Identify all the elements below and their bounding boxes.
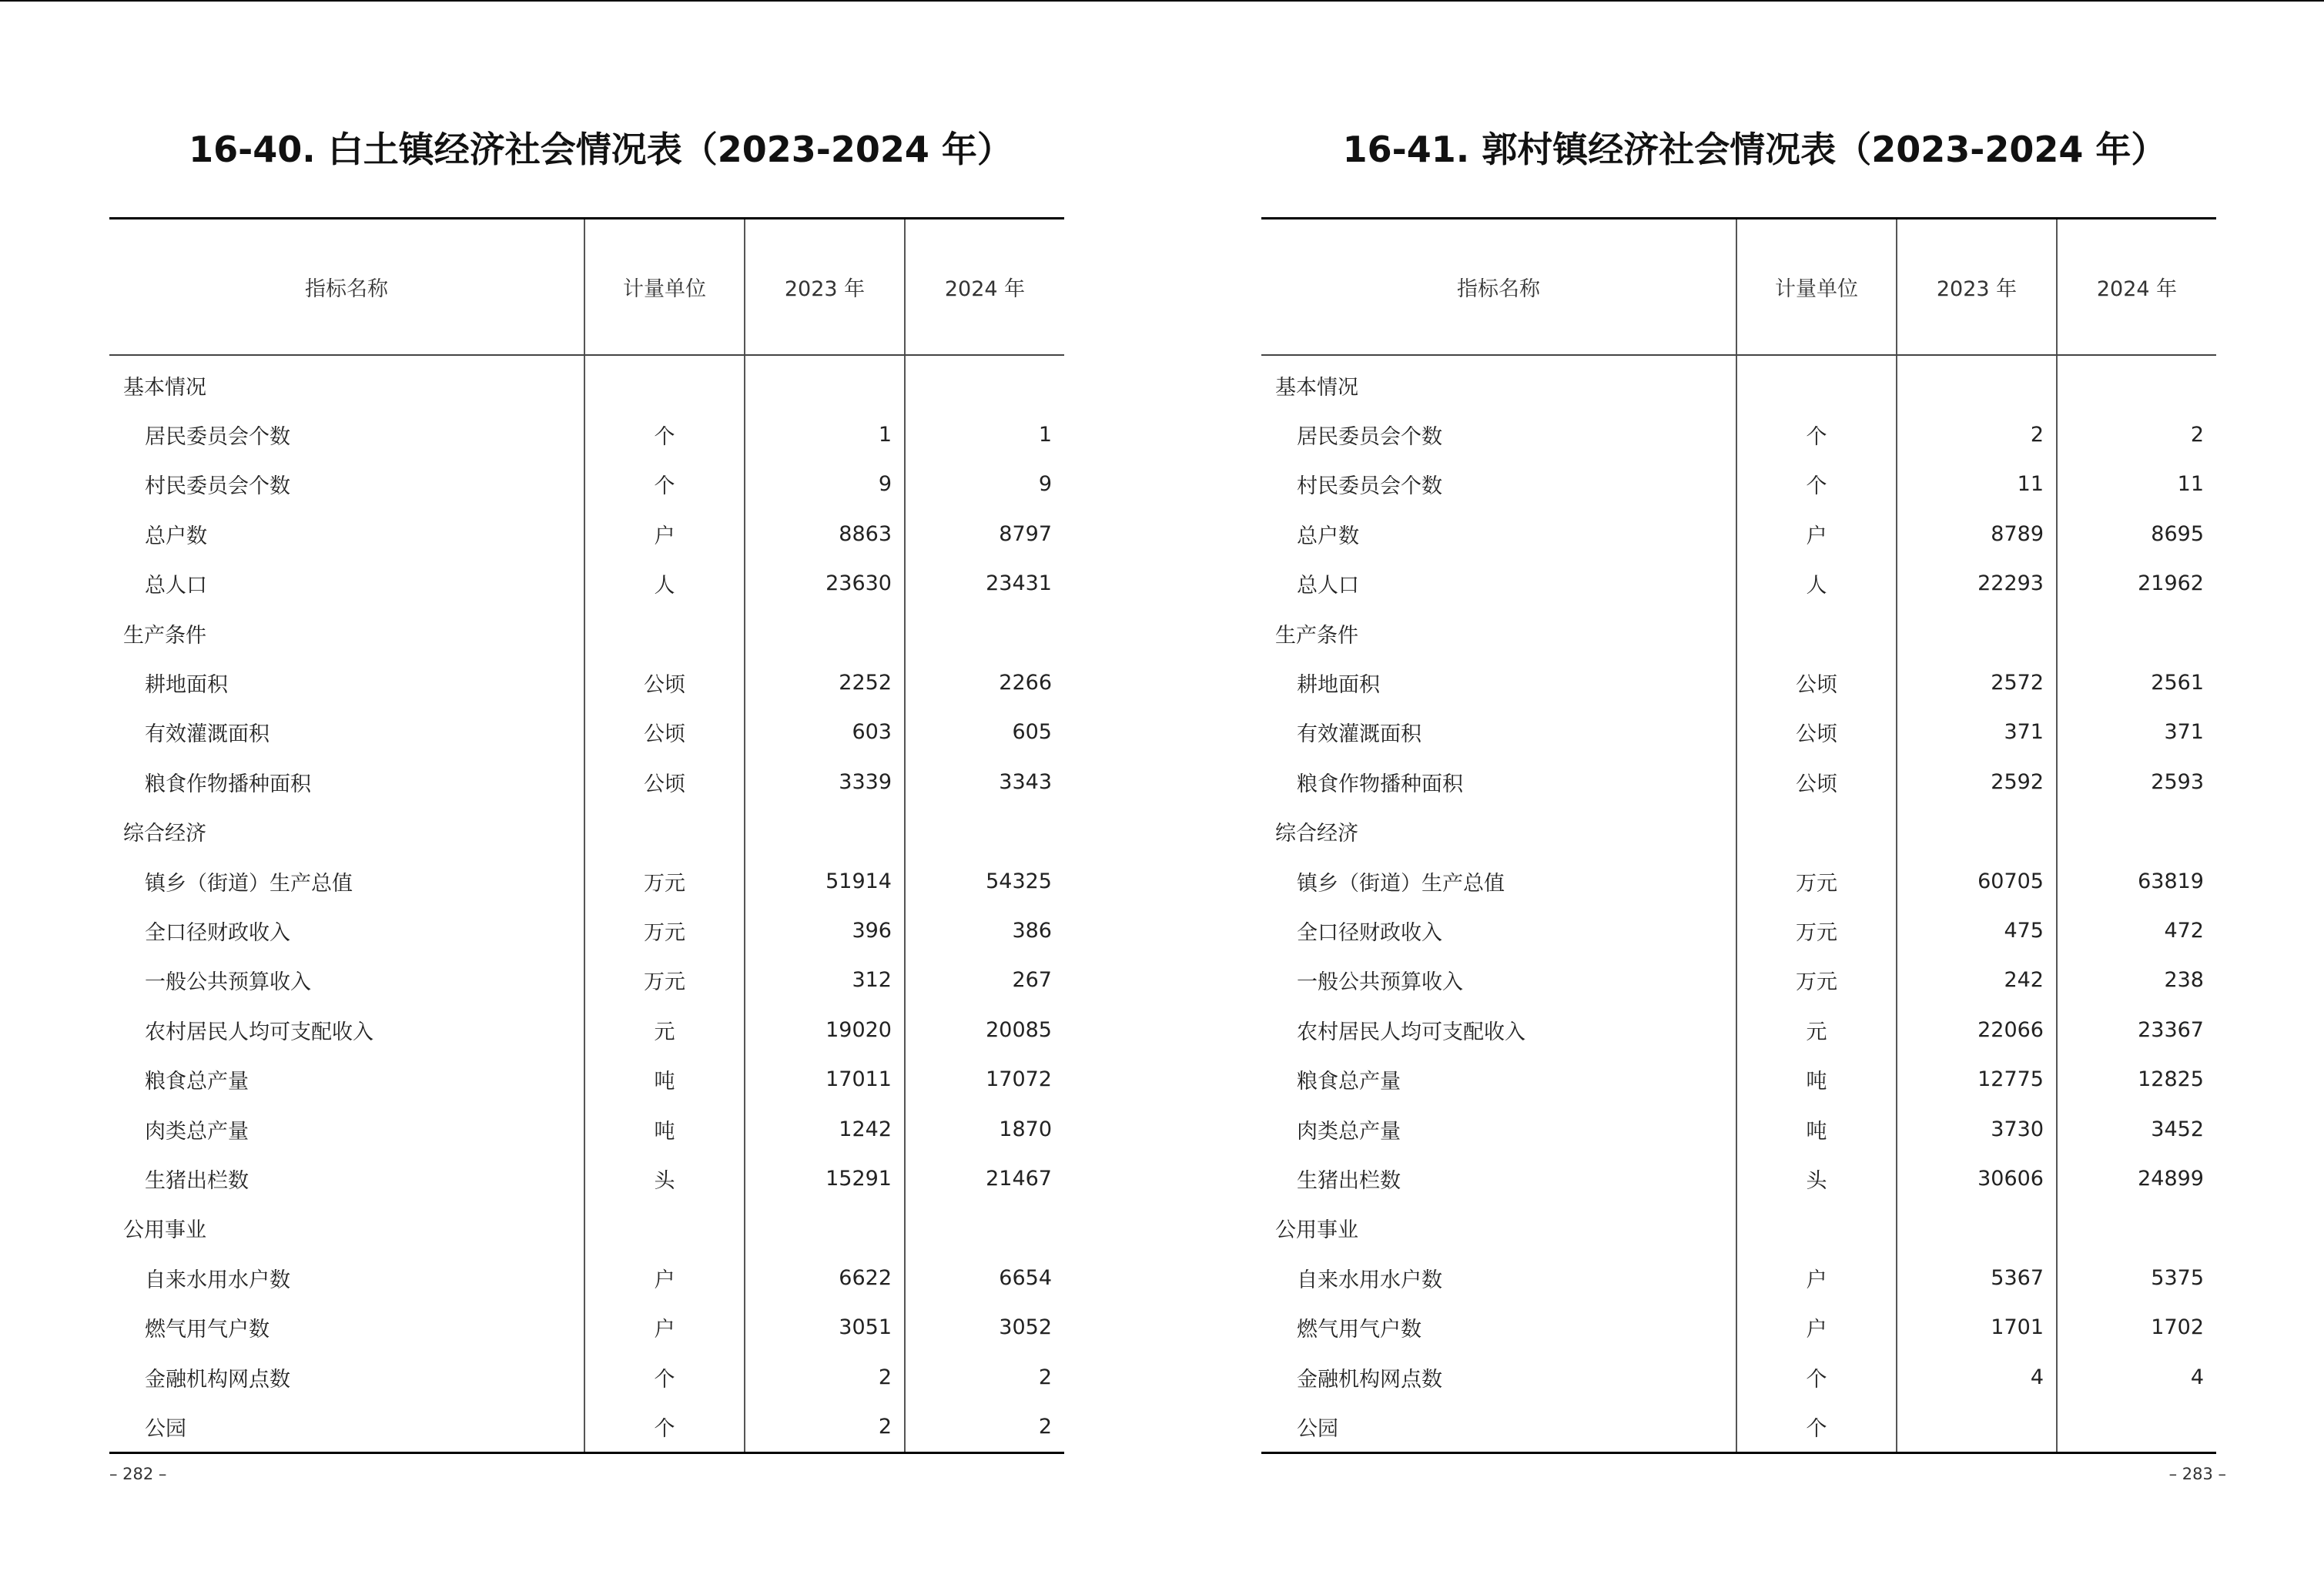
value-2024-cell: 3052 bbox=[905, 1302, 1064, 1352]
value-2024-cell: 11 bbox=[2057, 460, 2216, 509]
value-2024-cell: 371 bbox=[2057, 708, 2216, 757]
unit-cell: 户 bbox=[584, 509, 745, 558]
table-row bbox=[1261, 460, 2216, 509]
unit-cell: 万元 bbox=[1736, 906, 1897, 955]
value-2023-cell bbox=[1897, 355, 2057, 410]
unit-cell: 吨 bbox=[1736, 1054, 1897, 1104]
value-2023-cell bbox=[1897, 608, 2057, 658]
category-row bbox=[1261, 807, 2216, 856]
value-2024-cell: 1702 bbox=[2057, 1302, 2216, 1352]
indicator-name-cell: 公园 bbox=[145, 1416, 186, 1441]
unit-cell: 户 bbox=[1736, 1302, 1897, 1352]
value-2024-cell: 6654 bbox=[905, 1253, 1064, 1302]
header-name: 指标名称 bbox=[1261, 219, 1736, 356]
unit-cell: 元 bbox=[1736, 1005, 1897, 1054]
category-row bbox=[1261, 608, 2216, 658]
value-2023-cell: 19020 bbox=[745, 1005, 905, 1054]
unit-cell: 人 bbox=[1736, 559, 1897, 608]
value-2023-cell bbox=[1897, 1204, 2057, 1253]
value-2023-cell: 22293 bbox=[1897, 559, 2057, 608]
unit-cell: 公顷 bbox=[584, 708, 745, 757]
table-row bbox=[1261, 956, 2216, 1005]
unit-cell: 吨 bbox=[1736, 1104, 1897, 1154]
header-2024: 2024 年 bbox=[2057, 219, 2216, 356]
indicator-name-cell: 农村居民人均可支配收入 bbox=[1297, 1020, 1525, 1044]
value-2024-cell: 9 bbox=[905, 460, 1064, 509]
value-2024-cell bbox=[2057, 1402, 2216, 1452]
value-2023-cell: 603 bbox=[745, 708, 905, 757]
table-row bbox=[109, 410, 1064, 459]
indicator-name-cell: 一般公共预算收入 bbox=[145, 970, 311, 995]
table-row bbox=[1261, 658, 2216, 707]
table-row bbox=[1261, 1352, 2216, 1402]
value-2023-cell: 51914 bbox=[745, 856, 905, 906]
value-2023-cell bbox=[745, 608, 905, 658]
unit-cell: 户 bbox=[1736, 509, 1897, 558]
value-2023-cell: 3339 bbox=[745, 757, 905, 806]
indicator-name-cell: 公园 bbox=[1297, 1416, 1338, 1441]
table-title: 16-40. 白土镇经济社会情况表（2023-2024 年） bbox=[189, 129, 1013, 170]
value-2024-cell: 2593 bbox=[2057, 757, 2216, 806]
value-2023-cell: 6622 bbox=[745, 1253, 905, 1302]
table-row bbox=[1261, 410, 2216, 459]
unit-cell: 万元 bbox=[584, 956, 745, 1005]
value-2023-cell bbox=[1897, 1402, 2057, 1452]
indicator-name-cell: 燃气用气户数 bbox=[1297, 1318, 1422, 1342]
indicator-name-cell: 肉类总产量 bbox=[1297, 1119, 1401, 1144]
table-row bbox=[109, 757, 1064, 806]
table-row bbox=[109, 1104, 1064, 1154]
table-row bbox=[1261, 1402, 2216, 1452]
unit-cell: 个 bbox=[1736, 1352, 1897, 1402]
value-2023-cell: 15291 bbox=[745, 1154, 905, 1203]
value-2024-cell bbox=[2057, 355, 2216, 410]
unit-cell bbox=[584, 1204, 745, 1253]
table-row bbox=[1261, 906, 2216, 955]
indicator-name-cell: 全口径财政收入 bbox=[1297, 920, 1442, 945]
table-row bbox=[109, 509, 1064, 558]
unit-cell: 户 bbox=[584, 1253, 745, 1302]
value-2023-cell: 30606 bbox=[1897, 1154, 2057, 1203]
unit-cell: 公顷 bbox=[1736, 708, 1897, 757]
indicator-name-cell: 燃气用气户数 bbox=[145, 1318, 270, 1342]
value-2024-cell bbox=[905, 807, 1064, 856]
indicator-name-cell: 粮食总产量 bbox=[1297, 1070, 1401, 1094]
stats-table bbox=[1261, 217, 2216, 1454]
value-2024-cell: 3343 bbox=[905, 757, 1064, 806]
value-2023-cell: 4 bbox=[1897, 1352, 2057, 1402]
value-2024-cell: 1 bbox=[905, 410, 1064, 459]
value-2024-cell: 472 bbox=[2057, 906, 2216, 955]
indicator-name-cell: 基本情况 bbox=[123, 375, 206, 400]
indicator-name-cell: 总人口 bbox=[145, 574, 207, 598]
indicator-name-cell: 生产条件 bbox=[1275, 623, 1358, 648]
table-row bbox=[109, 1352, 1064, 1402]
value-2024-cell: 21467 bbox=[905, 1154, 1064, 1203]
value-2024-cell: 20085 bbox=[905, 1005, 1064, 1054]
value-2023-cell bbox=[745, 355, 905, 410]
value-2024-cell bbox=[2057, 807, 2216, 856]
table-row bbox=[1261, 1302, 2216, 1352]
value-2024-cell: 8797 bbox=[905, 509, 1064, 558]
unit-cell: 万元 bbox=[1736, 956, 1897, 1005]
value-2024-cell bbox=[905, 608, 1064, 658]
unit-cell: 公顷 bbox=[584, 757, 745, 806]
value-2024-cell: 238 bbox=[2057, 956, 2216, 1005]
value-2023-cell: 2 bbox=[745, 1402, 905, 1452]
indicator-name-cell: 总户数 bbox=[1297, 524, 1359, 548]
indicator-name-cell: 基本情况 bbox=[1275, 375, 1358, 400]
value-2023-cell: 11 bbox=[1897, 460, 2057, 509]
value-2023-cell: 475 bbox=[1897, 906, 2057, 955]
unit-cell: 万元 bbox=[584, 856, 745, 906]
value-2024-cell: 2561 bbox=[2057, 658, 2216, 707]
value-2024-cell: 23367 bbox=[2057, 1005, 2216, 1054]
value-2024-cell: 54325 bbox=[905, 856, 1064, 906]
table-row bbox=[109, 1005, 1064, 1054]
value-2024-cell: 267 bbox=[905, 956, 1064, 1005]
value-2023-cell: 1242 bbox=[745, 1104, 905, 1154]
value-2024-cell: 8695 bbox=[2057, 509, 2216, 558]
indicator-name-cell: 总户数 bbox=[145, 524, 207, 548]
header-unit: 计量单位 bbox=[1736, 219, 1897, 356]
unit-cell: 头 bbox=[1736, 1154, 1897, 1203]
category-row bbox=[109, 807, 1064, 856]
value-2024-cell bbox=[905, 1204, 1064, 1253]
value-2024-cell: 12825 bbox=[2057, 1054, 2216, 1104]
table-row bbox=[109, 856, 1064, 906]
indicator-name-cell: 镇乡（街道）生产总值 bbox=[1297, 871, 1505, 896]
value-2023-cell bbox=[1897, 807, 2057, 856]
value-2024-cell: 2266 bbox=[905, 658, 1064, 707]
header-name: 指标名称 bbox=[109, 219, 584, 356]
unit-cell: 元 bbox=[584, 1005, 745, 1054]
value-2023-cell: 23630 bbox=[745, 559, 905, 608]
header-2023: 2023 年 bbox=[745, 219, 905, 356]
value-2023-cell: 242 bbox=[1897, 956, 2057, 1005]
value-2024-cell bbox=[905, 355, 1064, 410]
value-2024-cell: 2 bbox=[905, 1352, 1064, 1402]
table-row bbox=[109, 1054, 1064, 1104]
category-row bbox=[1261, 355, 2216, 410]
value-2023-cell: 8789 bbox=[1897, 509, 2057, 558]
value-2023-cell: 2252 bbox=[745, 658, 905, 707]
table-row bbox=[1261, 1253, 2216, 1302]
unit-cell bbox=[584, 355, 745, 410]
header-2023: 2023 年 bbox=[1897, 219, 2057, 356]
indicator-name-cell: 有效灌溉面积 bbox=[145, 722, 270, 747]
table-row bbox=[109, 460, 1064, 509]
indicator-name-cell: 村民委员会个数 bbox=[1297, 474, 1442, 499]
unit-cell: 户 bbox=[1736, 1253, 1897, 1302]
value-2024-cell: 63819 bbox=[2057, 856, 2216, 906]
indicator-name-cell: 自来水用水户数 bbox=[1297, 1268, 1442, 1292]
value-2023-cell: 3051 bbox=[745, 1302, 905, 1352]
unit-cell: 吨 bbox=[584, 1054, 745, 1104]
value-2024-cell: 17072 bbox=[905, 1054, 1064, 1104]
value-2023-cell: 12775 bbox=[1897, 1054, 2057, 1104]
unit-cell bbox=[1736, 608, 1897, 658]
page-number: – 283 – bbox=[2168, 1465, 2226, 1483]
unit-cell: 个 bbox=[584, 410, 745, 459]
category-row bbox=[109, 1204, 1064, 1253]
value-2024-cell: 23431 bbox=[905, 559, 1064, 608]
indicator-name-cell: 综合经济 bbox=[123, 822, 206, 846]
table-row bbox=[1261, 708, 2216, 757]
unit-cell: 头 bbox=[584, 1154, 745, 1203]
indicator-name-cell: 粮食总产量 bbox=[145, 1070, 249, 1094]
indicator-name-cell: 总人口 bbox=[1297, 574, 1359, 598]
indicator-name-cell: 居民委员会个数 bbox=[1297, 425, 1442, 450]
table-row bbox=[1261, 559, 2216, 608]
value-2023-cell: 17011 bbox=[745, 1054, 905, 1104]
unit-cell: 个 bbox=[1736, 410, 1897, 459]
indicator-name-cell: 耕地面积 bbox=[145, 673, 228, 698]
indicator-name-cell: 农村居民人均可支配收入 bbox=[145, 1020, 373, 1044]
indicator-name-cell: 生猪出栏数 bbox=[1297, 1168, 1401, 1193]
indicator-name-cell: 公用事业 bbox=[123, 1218, 206, 1243]
indicator-name-cell: 肉类总产量 bbox=[145, 1119, 249, 1144]
value-2023-cell: 1701 bbox=[1897, 1302, 2057, 1352]
table-row bbox=[109, 658, 1064, 707]
stats-table bbox=[109, 217, 1064, 1454]
table-row bbox=[109, 1154, 1064, 1203]
table-row bbox=[109, 1402, 1064, 1452]
value-2023-cell: 371 bbox=[1897, 708, 2057, 757]
table-row bbox=[109, 559, 1064, 608]
category-row bbox=[109, 608, 1064, 658]
indicator-name-cell: 生猪出栏数 bbox=[145, 1168, 249, 1193]
table-row bbox=[1261, 1054, 2216, 1104]
table-row bbox=[1261, 856, 2216, 906]
value-2023-cell: 9 bbox=[745, 460, 905, 509]
unit-cell: 万元 bbox=[1736, 856, 1897, 906]
value-2024-cell: 2 bbox=[2057, 410, 2216, 459]
unit-cell: 个 bbox=[584, 1352, 745, 1402]
header-row bbox=[1261, 219, 2216, 356]
unit-cell bbox=[1736, 355, 1897, 410]
value-2023-cell: 22066 bbox=[1897, 1005, 2057, 1054]
header-unit: 计量单位 bbox=[584, 219, 745, 356]
value-2024-cell bbox=[2057, 1204, 2216, 1253]
value-2023-cell: 8863 bbox=[745, 509, 905, 558]
unit-cell: 公顷 bbox=[584, 658, 745, 707]
value-2024-cell: 24899 bbox=[2057, 1154, 2216, 1203]
value-2023-cell: 312 bbox=[745, 956, 905, 1005]
unit-cell: 个 bbox=[1736, 1402, 1897, 1452]
indicator-name-cell: 居民委员会个数 bbox=[145, 425, 290, 450]
table-row bbox=[109, 1253, 1064, 1302]
value-2023-cell: 396 bbox=[745, 906, 905, 955]
value-2023-cell: 2572 bbox=[1897, 658, 2057, 707]
value-2023-cell: 60705 bbox=[1897, 856, 2057, 906]
table-row bbox=[1261, 509, 2216, 558]
value-2023-cell bbox=[745, 807, 905, 856]
value-2023-cell: 1 bbox=[745, 410, 905, 459]
value-2024-cell: 2 bbox=[905, 1402, 1064, 1452]
page-right bbox=[1162, 0, 2324, 1588]
unit-cell: 个 bbox=[1736, 460, 1897, 509]
table-row bbox=[109, 708, 1064, 757]
indicator-name-cell: 村民委员会个数 bbox=[145, 474, 290, 499]
value-2024-cell: 3452 bbox=[2057, 1104, 2216, 1154]
indicator-name-cell: 金融机构网点数 bbox=[145, 1367, 290, 1392]
unit-cell: 个 bbox=[584, 460, 745, 509]
category-row bbox=[109, 355, 1064, 410]
indicator-name-cell: 公用事业 bbox=[1275, 1218, 1358, 1243]
value-2023-cell: 2 bbox=[745, 1352, 905, 1402]
unit-cell: 吨 bbox=[584, 1104, 745, 1154]
indicator-name-cell: 粮食作物播种面积 bbox=[1297, 772, 1463, 796]
indicator-name-cell: 镇乡（街道）生产总值 bbox=[145, 871, 353, 896]
page-number: – 282 – bbox=[109, 1465, 167, 1483]
value-2024-cell: 4 bbox=[2057, 1352, 2216, 1402]
value-2024-cell: 605 bbox=[905, 708, 1064, 757]
unit-cell bbox=[1736, 807, 1897, 856]
unit-cell: 万元 bbox=[584, 906, 745, 955]
table-row bbox=[109, 956, 1064, 1005]
indicator-name-cell: 综合经济 bbox=[1275, 822, 1358, 846]
value-2024-cell bbox=[2057, 608, 2216, 658]
indicator-name-cell: 一般公共预算收入 bbox=[1297, 970, 1463, 995]
table-row bbox=[1261, 1154, 2216, 1203]
unit-cell: 户 bbox=[584, 1302, 745, 1352]
indicator-name-cell: 金融机构网点数 bbox=[1297, 1367, 1442, 1392]
indicator-name-cell: 自来水用水户数 bbox=[145, 1268, 290, 1292]
table-row bbox=[1261, 1104, 2216, 1154]
unit-cell: 个 bbox=[584, 1402, 745, 1452]
indicator-name-cell: 耕地面积 bbox=[1297, 673, 1380, 698]
value-2024-cell: 1870 bbox=[905, 1104, 1064, 1154]
header-row bbox=[109, 219, 1064, 356]
table-row bbox=[109, 1302, 1064, 1352]
table-row bbox=[1261, 1005, 2216, 1054]
table-row bbox=[109, 906, 1064, 955]
unit-cell bbox=[584, 807, 745, 856]
table-title: 16-41. 郭村镇经济社会情况表（2023-2024 年） bbox=[1342, 129, 2167, 170]
value-2024-cell: 5375 bbox=[2057, 1253, 2216, 1302]
indicator-name-cell: 生产条件 bbox=[123, 623, 206, 648]
unit-cell: 公顷 bbox=[1736, 757, 1897, 806]
value-2023-cell: 3730 bbox=[1897, 1104, 2057, 1154]
value-2023-cell: 2 bbox=[1897, 410, 2057, 459]
indicator-name-cell: 粮食作物播种面积 bbox=[145, 772, 311, 796]
value-2024-cell: 386 bbox=[905, 906, 1064, 955]
value-2023-cell: 2592 bbox=[1897, 757, 2057, 806]
unit-cell bbox=[584, 608, 745, 658]
unit-cell bbox=[1736, 1204, 1897, 1253]
category-row bbox=[1261, 1204, 2216, 1253]
unit-cell: 人 bbox=[584, 559, 745, 608]
table-row bbox=[1261, 757, 2216, 806]
indicator-name-cell: 全口径财政收入 bbox=[145, 920, 290, 945]
value-2024-cell: 21962 bbox=[2057, 559, 2216, 608]
value-2023-cell bbox=[745, 1204, 905, 1253]
header-2024: 2024 年 bbox=[905, 219, 1064, 356]
indicator-name-cell: 有效灌溉面积 bbox=[1297, 722, 1422, 747]
unit-cell: 公顷 bbox=[1736, 658, 1897, 707]
value-2023-cell: 5367 bbox=[1897, 1253, 2057, 1302]
